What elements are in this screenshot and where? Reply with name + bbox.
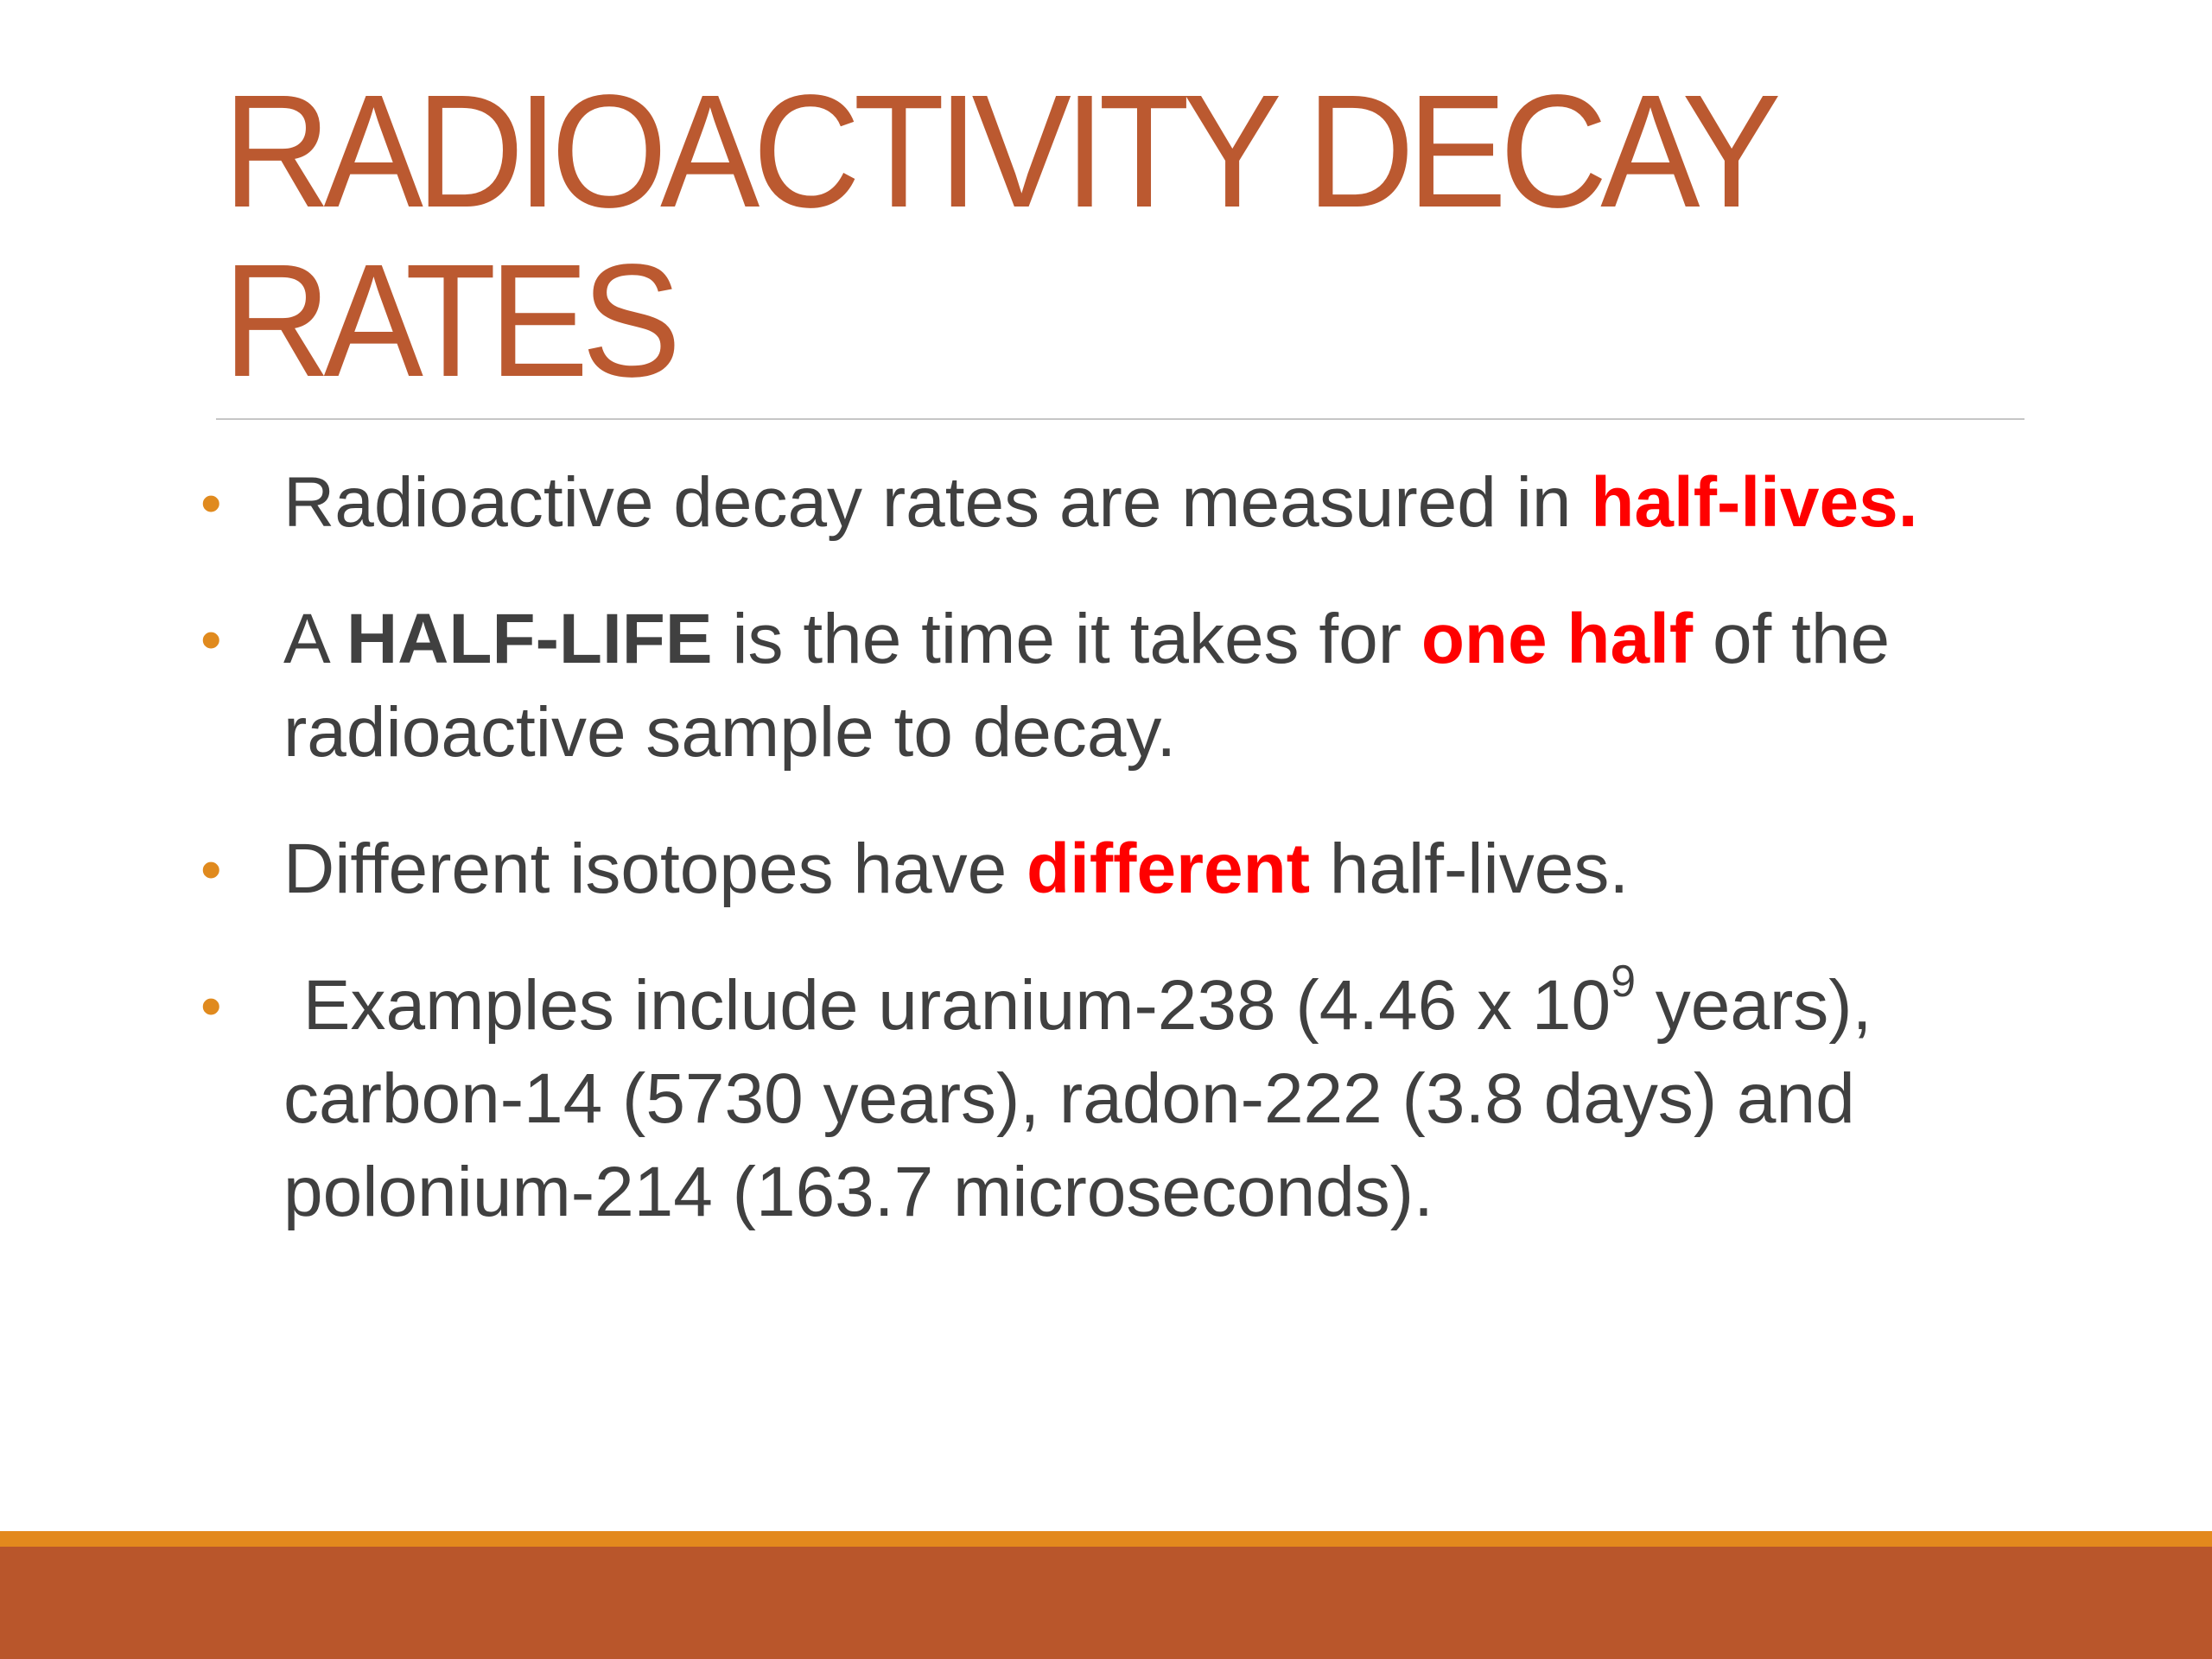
bullet-text: Radioactive decay rates are measured in bbox=[283, 463, 1592, 542]
bullet-list bbox=[200, 456, 2041, 1282]
bullet-icon: • bbox=[200, 836, 222, 903]
title-divider bbox=[216, 418, 2024, 420]
highlight-half-lives: half-lives. bbox=[1591, 463, 1918, 542]
exponent: 9 bbox=[1611, 956, 1636, 1007]
bullet-text: years), carbon-14 (5730 years), radon-222 (3.8 days) and polonium-214 (163.7 microseconds). bbox=[283, 966, 1872, 1231]
bullet-icon: • bbox=[200, 469, 222, 537]
highlight-different: different bbox=[1027, 830, 1310, 908]
bullet-icon: • bbox=[200, 606, 222, 673]
bullet-text: Examples include uranium-238 (4.46 x 10 bbox=[283, 966, 1611, 1045]
bullet-text: half-lives. bbox=[1310, 830, 1630, 908]
term-half-life: HALF-LIFE bbox=[346, 600, 713, 678]
bullet-item bbox=[200, 456, 2041, 550]
bullet-text: A bbox=[283, 600, 346, 678]
bullet-item bbox=[200, 956, 2041, 1239]
slide-title: RADIOACTIVITY DECAY RATES bbox=[223, 62, 1772, 410]
highlight-one-half: one half bbox=[1421, 600, 1694, 678]
bullet-text: is the time it takes for bbox=[712, 600, 1421, 678]
footer-accent-stripe bbox=[0, 1531, 2212, 1547]
bullet-item bbox=[200, 823, 2041, 916]
footer-band bbox=[0, 1547, 2212, 1659]
bullet-text: of the radioactive sample to decay. bbox=[283, 600, 1891, 772]
bullet-icon: • bbox=[200, 972, 222, 1039]
bullet-text: Different isotopes have bbox=[283, 830, 1027, 908]
bullet-item bbox=[200, 593, 2041, 779]
